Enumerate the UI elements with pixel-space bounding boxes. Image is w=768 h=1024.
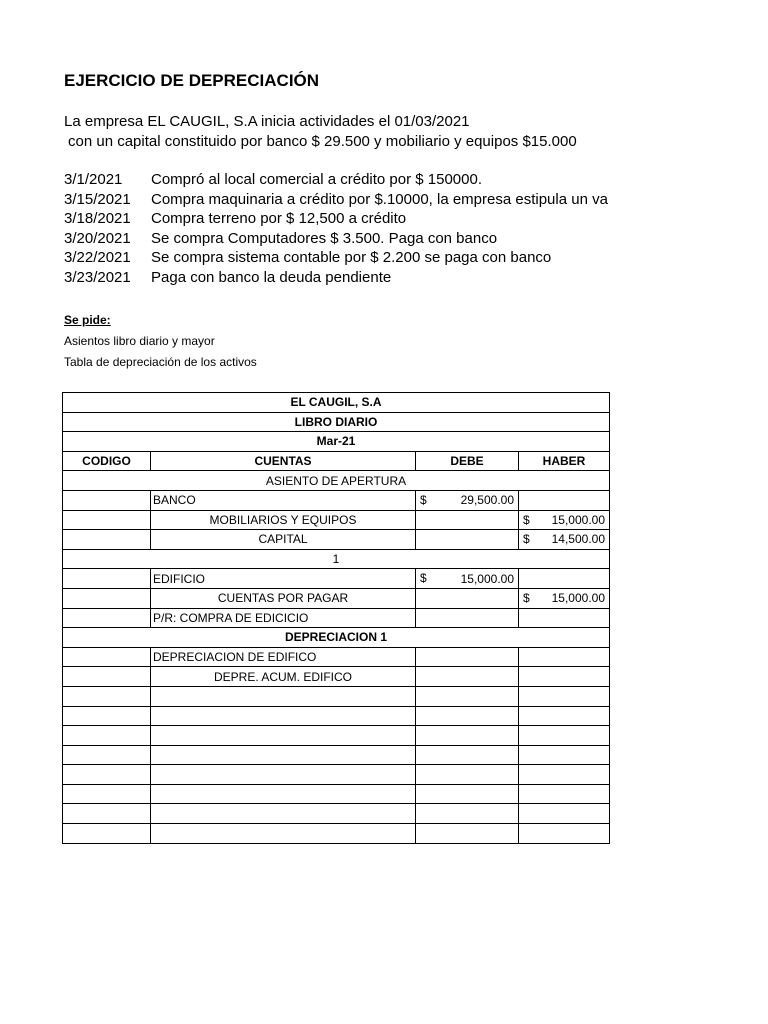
code-cell: [63, 667, 151, 687]
transactions-list: [64, 171, 764, 289]
code-cell: [63, 765, 151, 785]
transaction-line: [64, 171, 764, 191]
account-cell: [151, 804, 416, 824]
debit-cell: [416, 667, 519, 687]
table-row: [63, 804, 610, 824]
credit-cell: [519, 686, 610, 706]
transaction-description: Compra terreno por $ 12,500 a crédito: [151, 210, 407, 228]
credit-cell: [519, 530, 610, 550]
table-row: [63, 686, 610, 706]
table-row: [63, 647, 610, 667]
debit-cell: [416, 726, 519, 746]
amount: 15,000.00: [551, 591, 605, 606]
document-title: EJERCICIO DE DEPRECIACIÓN: [64, 71, 320, 90]
table-row: [63, 490, 610, 510]
credit-cell: [519, 647, 610, 667]
account-cell: CUENTAS POR PAGAR: [151, 588, 416, 608]
currency-symbol: $: [420, 492, 427, 507]
debit-cell: [416, 686, 519, 706]
transaction-line: [64, 191, 764, 211]
code-cell: [63, 530, 151, 550]
transaction-line: [64, 210, 764, 230]
account-cell: MOBILIARIOS Y EQUIPOS: [151, 510, 416, 530]
transaction-date: 3/1/2021: [64, 171, 123, 188]
table-row: [63, 569, 610, 589]
transaction-description: Compra maquinaria a crédito por $.10000, la empresa estipula un va: [151, 190, 608, 208]
transaction-date: 3/22/2021: [64, 249, 131, 267]
code-cell: [63, 588, 151, 608]
section-label: DEPRECIACION 1: [63, 628, 610, 648]
account-cell: [151, 726, 416, 746]
transaction-line: [64, 230, 764, 250]
table-title-row: [63, 432, 610, 452]
debit-cell: [416, 745, 519, 765]
debit-cell: [416, 588, 519, 608]
task-item: Asientos libro diario y mayor: [64, 334, 215, 348]
section-row: [63, 628, 610, 648]
intro-line-2: con un capital constituido por banco $ 29.500 y mobiliario y equipos $15.000: [68, 133, 577, 150]
table-title-row: [63, 412, 610, 432]
debit-cell: [416, 804, 519, 824]
credit-cell: [519, 765, 610, 785]
header-debit: DEBE: [416, 451, 519, 471]
credit-cell: [519, 784, 610, 804]
credit-cell: [519, 510, 610, 530]
account-cell: EDIFICIO: [151, 569, 416, 589]
transaction-description: Paga con banco la deuda pendiente: [151, 268, 392, 286]
section-row: [63, 471, 610, 491]
debit-cell: [416, 569, 519, 589]
code-cell: [63, 804, 151, 824]
credit-cell: [519, 726, 610, 746]
account-cell: DEPRECIACION DE EDIFICO: [151, 647, 416, 667]
debit-cell: [416, 824, 519, 844]
debit-cell: [416, 765, 519, 785]
table-row: [63, 706, 610, 726]
amount: 29,500.00: [460, 493, 514, 508]
account-cell: BANCO: [151, 490, 416, 510]
transaction-line: [64, 269, 764, 289]
debit-cell: [416, 706, 519, 726]
credit-cell: [519, 667, 610, 687]
debit-cell: [416, 530, 519, 550]
credit-cell: [519, 804, 610, 824]
transaction-line: [64, 249, 764, 269]
transaction-description: Se compra sistema contable por $ 2.200 se paga con banco: [151, 249, 552, 267]
table-row: [63, 510, 610, 530]
transaction-date: 3/20/2021: [64, 229, 131, 247]
table-row: [63, 667, 610, 687]
table-row: [63, 530, 610, 550]
task-item: Tabla de depreciación de los activos: [64, 355, 257, 369]
transaction-date: 3/18/2021: [64, 210, 131, 228]
debit-cell: [416, 647, 519, 667]
debit-cell: [416, 608, 519, 628]
table-row: [63, 824, 610, 844]
currency-symbol: $: [523, 590, 530, 605]
table-row: [63, 726, 610, 746]
journal-table: [62, 392, 610, 844]
table-row: [63, 784, 610, 804]
code-cell: [63, 686, 151, 706]
amount: 14,500.00: [551, 532, 605, 547]
account-cell: P/R: COMPRA DE EDICICIO: [151, 608, 416, 628]
credit-cell: [519, 490, 610, 510]
section-label: ASIENTO DE APERTURA: [63, 471, 610, 491]
code-cell: [63, 745, 151, 765]
code-cell: [63, 569, 151, 589]
code-cell: [63, 726, 151, 746]
debit-cell: [416, 784, 519, 804]
account-cell: DEPRE. ACUM. EDIFICO: [151, 667, 416, 687]
table-title-row: [63, 393, 610, 413]
transaction-date: 3/15/2021: [64, 190, 131, 208]
credit-cell: [519, 824, 610, 844]
table-row: [63, 588, 610, 608]
code-cell: [63, 784, 151, 804]
header-code: CODIGO: [63, 451, 151, 471]
section-row: [63, 549, 610, 569]
currency-symbol: $: [523, 532, 530, 547]
credit-cell: [519, 588, 610, 608]
debit-cell: [416, 510, 519, 530]
amount: 15,000.00: [460, 571, 514, 586]
period: Mar-21: [63, 432, 610, 452]
account-cell: [151, 686, 416, 706]
book-name: LIBRO DIARIO: [63, 412, 610, 432]
credit-cell: [519, 706, 610, 726]
credit-cell: [519, 608, 610, 628]
code-cell: [63, 490, 151, 510]
debit-cell: [416, 490, 519, 510]
code-cell: [63, 608, 151, 628]
intro-line-1: La empresa EL CAUGIL, S.A inicia actividades el 01/03/2021: [64, 113, 470, 130]
amount: 15,000.00: [551, 512, 605, 527]
currency-symbol: $: [420, 571, 427, 586]
code-cell: [63, 647, 151, 667]
transaction-date: 3/23/2021: [64, 268, 131, 286]
account-cell: [151, 765, 416, 785]
account-cell: [151, 706, 416, 726]
table-row: [63, 765, 610, 785]
code-cell: [63, 510, 151, 530]
section-label: 1: [63, 549, 610, 569]
account-cell: [151, 784, 416, 804]
credit-cell: [519, 745, 610, 765]
account-cell: [151, 745, 416, 765]
transaction-description: Compró al local comercial a crédito por $ 150000.: [151, 171, 483, 188]
currency-symbol: $: [523, 512, 530, 527]
tasks-label: Se pide:: [64, 313, 111, 327]
header-credit: HABER: [519, 451, 610, 471]
table-row: [63, 745, 610, 765]
transaction-description: Se compra Computadores $ 3.500. Paga con banco: [151, 229, 498, 247]
header-accounts: CUENTAS: [151, 451, 416, 471]
code-cell: [63, 824, 151, 844]
code-cell: [63, 706, 151, 726]
table-row: [63, 608, 610, 628]
table-header-row: [63, 451, 610, 471]
account-cell: [151, 824, 416, 844]
account-cell: CAPITAL: [151, 530, 416, 550]
credit-cell: [519, 569, 610, 589]
company-name: EL CAUGIL, S.A: [63, 393, 610, 413]
